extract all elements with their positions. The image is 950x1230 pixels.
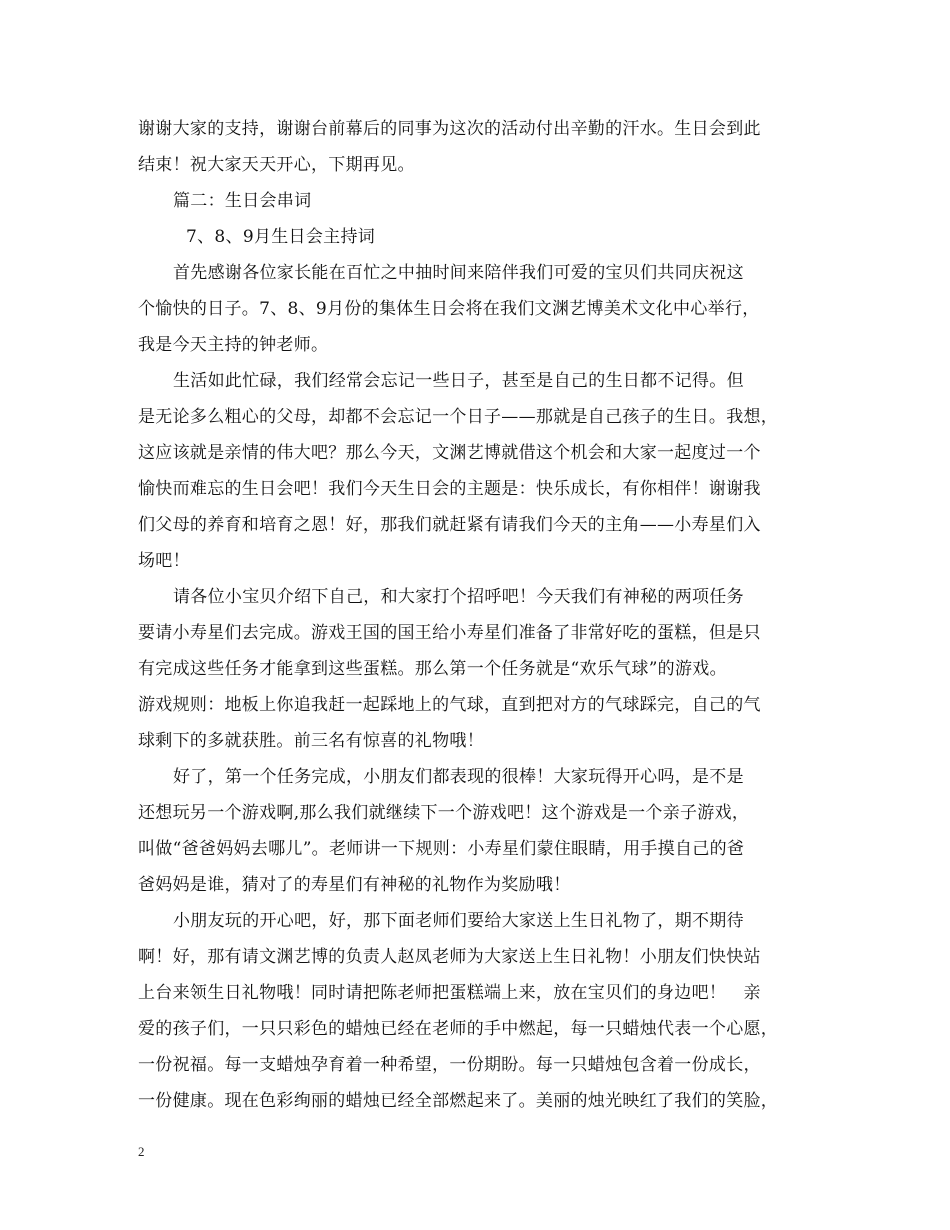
text-line: 爱的孩子们，一只只彩色的蜡烛已经在老师的手中燃起，每一只蜡烛代表一个心愿， bbox=[138, 1019, 779, 1039]
text-line: 啊！好，那有请文渊艺博的负责人赵凤老师为大家送上生日礼物！小朋友们快快站 bbox=[138, 947, 761, 967]
paragraph-start: 首先感谢各位家长能在百忙之中抽时间来陪伴我们可爱的宝贝们共同庆祝这 bbox=[173, 263, 744, 283]
text-line: 上台来领生日礼物哦！同时请把陈老师把蛋糕端上来，放在宝贝们的身边吧！ 亲 bbox=[138, 983, 761, 1003]
text-line: 我是今天主持的钟老师。 bbox=[138, 335, 329, 355]
text-line: 一份健康。现在色彩绚丽的蜡烛已经全部燃起来了。美丽的烛光映红了我们的笑脸， bbox=[138, 1091, 779, 1111]
text-line: 这应该就是亲情的伟大吧？那么今天，文渊艺博就借这个机会和大家一起度过一个 bbox=[138, 443, 761, 463]
subsection-heading: 7、8、9月生日会主持词 bbox=[186, 227, 376, 247]
text-line: 结束！祝大家天天开心，下期再见。 bbox=[138, 155, 415, 175]
text-line: 叫做“爸爸妈妈去哪儿”。老师讲一下规则：小寿星们蒙住眼睛，用手摸自己的爸 bbox=[138, 839, 745, 859]
paragraph-start: 生活如此忙碌，我们经常会忘记一些日子，甚至是自己的生日都不记得。但 bbox=[173, 371, 744, 391]
text-line: 球剩下的多就获胜。前三名有惊喜的礼物哦！ bbox=[138, 731, 484, 751]
paragraph-start: 好了，第一个任务完成，小朋友们都表现的很棒！大家玩得开心吗，是不是 bbox=[173, 767, 744, 787]
text-line: 们父母的养育和培育之恩！好，那我们就赶紧有请我们今天的主角——小寿星们入 bbox=[138, 515, 761, 535]
text-line: 有完成这些任务才能拿到这些蛋糕。那么第一个任务就是“欢乐气球”的游戏。 bbox=[138, 659, 727, 679]
text-line: 是无论多么粗心的父母，却都不会忘记一个日子——那就是自己孩子的生日。我想， bbox=[138, 407, 779, 427]
text-line: 一份祝福。每一支蜡烛孕育着一种希望，一份期盼。每一只蜡烛包含着一份成长， bbox=[138, 1055, 761, 1075]
paragraph-start: 请各位小宝贝介绍下自己，和大家打个招呼吧！今天我们有神秘的两项任务 bbox=[173, 587, 744, 607]
section-heading: 篇二：生日会串词 bbox=[173, 191, 312, 211]
text-line: 游戏规则：地板上你追我赶一起踩地上的气球，直到把对方的气球踩完，自己的气 bbox=[138, 695, 761, 715]
paragraph-start: 小朋友玩的开心吧，好，那下面老师们要给大家送上生日礼物了，期不期待 bbox=[173, 911, 744, 931]
text-line: 还想玩另一个游戏啊,那么我们就继续下一个游戏吧！这个游戏是一个亲子游戏， bbox=[138, 803, 750, 823]
text-line: 要请小寿星们去完成。游戏王国的国王给小寿星们准备了非常好吃的蛋糕，但是只 bbox=[138, 623, 761, 643]
text-line: 个愉快的日子。7、8、9月份的集体生日会将在我们文渊艺博美术文化中心举行， bbox=[138, 299, 760, 319]
text-line: 愉快而难忘的生日会吧！我们今天生日会的主题是：快乐成长，有你相伴！谢谢我 bbox=[138, 479, 761, 499]
text-line: 谢谢大家的支持，谢谢台前幕后的同事为这次的活动付出辛勤的汗水。生日会到此 bbox=[138, 119, 761, 139]
page-number: 2 bbox=[138, 1144, 145, 1159]
text-line: 爸妈妈是谁，猜对了的寿星们有神秘的礼物作为奖励哦！ bbox=[138, 875, 571, 895]
text-line: 场吧！ bbox=[138, 551, 190, 571]
